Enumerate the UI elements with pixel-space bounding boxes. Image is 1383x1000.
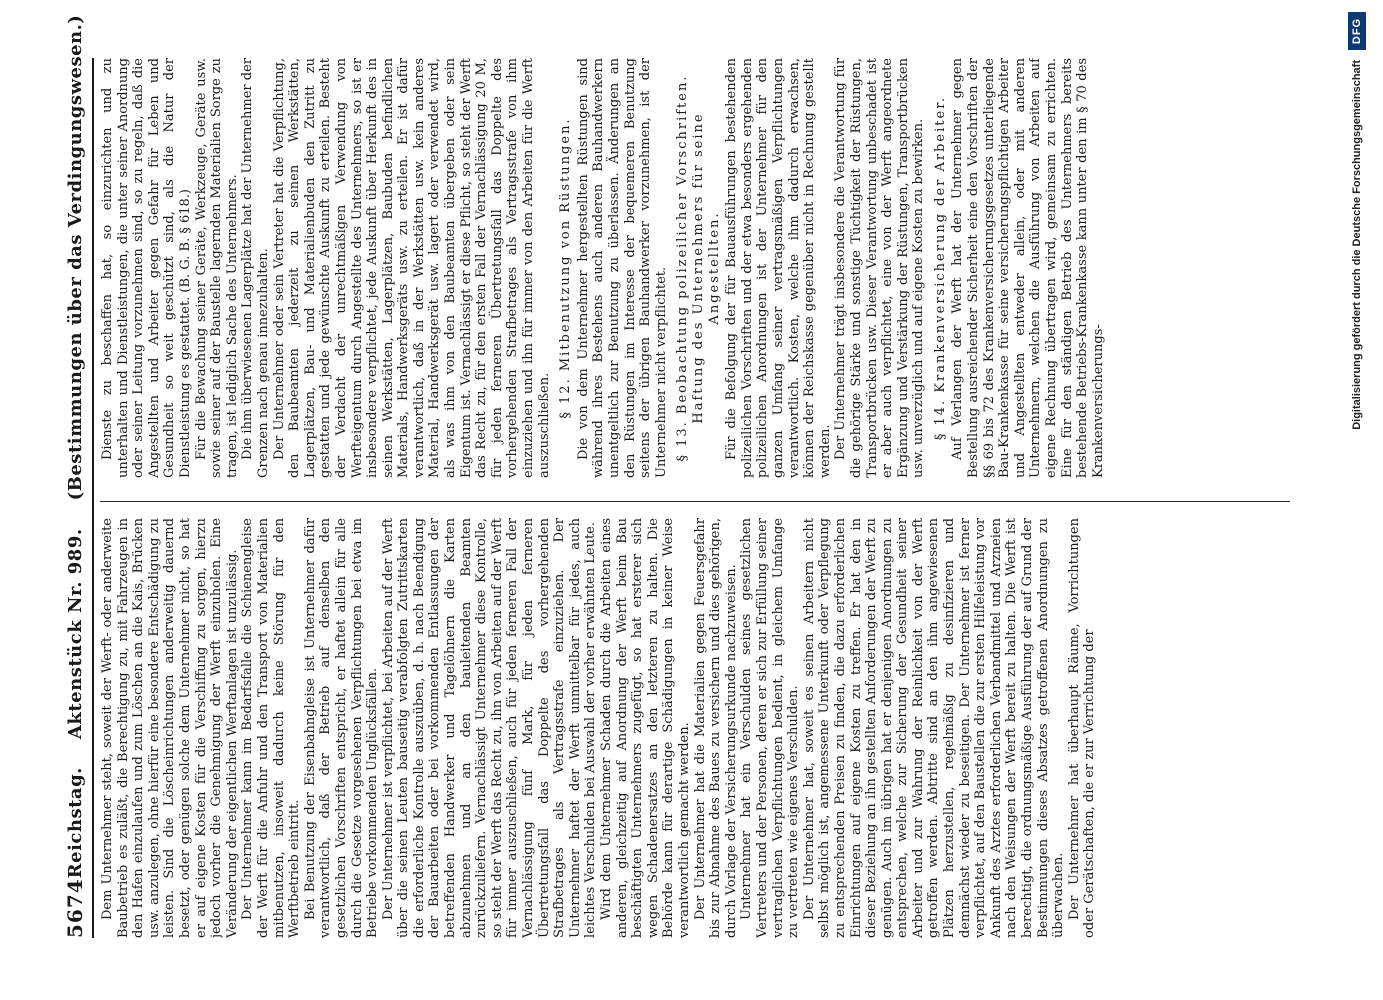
paragraph: Die ihm überwiesenen Lagerplätze hat der Unternehmer der Grenzen nach genau innezuhalten.	[240, 58, 271, 478]
running-title-left: Reichstag.	[64, 767, 86, 879]
paragraph: Der Unternehmer kann im Bedarfsfalle die Schienengleise der Werft für die Anfuhr und den Transport von Materialien mitbenutzen, insoweit dadurch keine Störung für den Werftbetrieb eintritt.	[240, 518, 303, 938]
paragraph: Der Unternehmer oder sein Vertreter hat die Verpflichtung, den Baubeamten jederzeit zu seinen Werkstätten, Lagerplätzen, Bau- und Materialienbuden den Zutritt zu gestatten und jede gewünschte Auskunft zu erteilen. Besteht der Verdacht der unrechtmäßigen Verwendung von Werfteigentum durch Angestellte des Unternehmers, so ist er insbesondere verpflichtet, jede Auskunft über Herkunft des in seinen Werkstätten, Lagerplätzen, Baubuden befindlichen Materials, Handwerksgeräts usw. zu erteilen. Er ist dafür verantwortlich, daß in der Werkstätten usw. kein anderes Material, Handwerksgerät usw. lagert oder verwendet wird, als was ihm von den Baubeamten übergeben oder sein Eigentum ist. Vernachlässigt er diese Pflicht, so steht der Werft das Recht zu, für den ersten Fall der Vernachlässigung 20 M, für jeden ferneren Übertretungsfall das Doppelte des vorhergehenden Strafbetrages als Vertragsstrafe von ihm einzuziehen und ihn für immer von den Arbeiten für die Werft auszuschließen.	[271, 58, 552, 478]
running-title	[65, 15, 86, 879]
section-heading: § 12. Mitbenutzung von Rüstungen.	[558, 117, 574, 419]
dfg-logo: DFG	[1348, 12, 1366, 50]
column-divider	[100, 501, 1290, 502]
right-column	[100, 58, 1290, 478]
paragraph: Bei Benutzung der Eisenbahngleise ist Unternehmer dafür verantwortlich, daß der Betrieb auf denselben den gesetzlichen Vorschriften entspricht, er haftet allein für alle durch die Gesetze vorgesehenen Verpflichtungen bei etwa im Betriebe vorkommenden Unglücksfällen.	[302, 518, 381, 938]
page-header	[58, 14, 94, 938]
running-title-center: Aktenstück Nr. 989.	[64, 528, 86, 740]
paragraph: Dienste zu beschaffen hat, so einzurichten und zu unterhalten und Dienstleistungen, die unter seiner Anordnung oder seiner Leitung vorzunehmen sind, so zu regeln, daß die Angestellten und Arbeiter gegen Gefahr für Leben und Gesundheit so weit geschützt sind, als die Natur der Dienstleistung es gestattet. (B. G. B. § 618.)	[100, 58, 193, 478]
paragraph: Auf Verlangen der Werft hat der Unternehmer gegen Bestellung ausreichender Sicherheit eine den Vorschriften der §§ 69 bis 72 des Krankenversicherungsgesetzes unterliegende Bau-Krankenkasse für seine versicherungspflichtigen Arbeiter und Angestellten entweder allein, oder mit anderen Unternehmern, welchen die Ausführung von Arbeiten auf eigene Rechnung übertragen wird, gemeinsam zu errichten. Eine für den ständigen Betrieb des Unternehmers bereits bestehende Betriebs-Krankenkasse kann unter den im § 70 des Krankenversicherungs-	[950, 58, 1106, 478]
paragraph: Der Unternehmer hat die Materialien gegen Feuersgefahr bis zur Abnahme des Baues zu versichern und dies gehörigen, durch Vorlage der Versicherungsurkunde nachzuweisen.	[692, 518, 739, 938]
page-number: 5674	[63, 878, 87, 938]
paragraph: Die von dem Unternehmer hergestellten Rüstungen sind während ihres Bestehens auch anderen Bauhandwerkern unentgeltlich zur Benutzung zu überlassen. Änderungen an den Rüstungen im Interesse der bequemeren Benutzung seitens der übrigen Bauhandwerker vorzunehmen, ist der Unternehmer nicht verpflichtet.	[575, 58, 669, 478]
paragraph: Der Unternehmer hat, soweit es seinen Arbeitern nicht selbst möglich ist, angemessene Unterkunft oder Verpflegung zu entsprechenden Preisen zu finden, die dazu erforderlichen Einrichtungen auf eigene Kosten zu treffen. Er hat den in dieser Beziehung an ihn gestellten Anforderungen der Werft zu genügen. Auch im übrigen hat er denjenigen Anordnungen zu entsprechen, welche zur Sicherung der Gesundheit seiner Arbeiter und zur Wahrung der Reinlichkeit von der Werft getroffen werden. Abtritte sind an den ihm angewiesenen Plätzen herzustellen, regelmäßig zu desinfizieren und demnächst wieder zu beseitigen. Der Unternehmer ist ferner verpflichtet, auf den Baustellen die zur ersten Hilfeleistung vor Ankunft des Arztes erforderlichen Verbandmittel und Arzneien nach den Weisungen der Werft bereit zu halten. Die Werft ist berechtigt, die ordnungsmäßige Ausführung der auf Grund der Bestimmungen dieses Absatzes getroffenen Anordnungen zu überwachen.	[801, 518, 1067, 938]
paragraph: Der Unternehmer hat überhaupt Räume, Vorrichtungen oder Gerätschaften, die er zur Verrichtung der	[1066, 518, 1098, 938]
section-heading: § 13. Beobachtung polizeilicher Vorschriften. Haftung des Unternehmers für seine Angestellten.	[675, 74, 722, 462]
paragraph: Der Unternehmer ist verpflichtet, bei Arbeiten auf der Werft über die seinen Leuten bauseitig verabfolgten Zutrittskarten die erforderliche Kontrolle auszuüben, d. h. nach Beendigung der Bauarbeiten oder bei vorkommenden Entlassungen der betreffenden Handwerker und Tagelöhnern die Karten abzunehmen und an den bauleitenden Beamten zurückzuliefern. Vernachlässigt Unternehmer diese Kontrolle, so steht der Werft das Recht zu, ihn von Arbeiten auf der Werft für immer auszuschließen, auch für jeden ferneren Fall der Vernachlässigung fünf Mark, für jeden ferneren Übertretungsfall das Doppelte des vorhergehenden Strafbetrages als Vertragsstrafe einzuziehen. Der Unternehmer haftet der Werft unmittelbar für jedes, auch leichtes Verschulden bei Auswahl der vorher erwähnten Leute.	[380, 518, 599, 938]
running-title-right: (Bestimmungen über das Verdingungswesen.)	[64, 14, 86, 501]
section-heading: § 14. Krankenversicherung der Arbeiter.	[932, 95, 948, 441]
digitization-note-text: Digitalisierung gefördert durch die Deutsche Forschungsgemeinschaft	[1351, 60, 1363, 430]
paragraph: Dem Unternehmer steht, soweit der Werft- oder anderweite Baubetrieb es zuläßt, die Berechtigung zu, mit Fahrzeugen in den Hafen einzulaufen und zum Löschen an die Kais, Brücken usw. anzulegen, ohne hierfür eine besondere Entschädigung zu leisten. Sind die Löscheinrichtungen anderweitig dauernd besetzt, oder genügen solche dem Unternehmer nicht, so hat er auf eigene Kosten für die Verschiffung zu sorgen, hierzu jedoch vorher die Genehmigung der Werft einzuholen. Eine Veränderung der eigentlichen Werftanlagen ist unzulässig.	[100, 518, 240, 938]
paragraph: Der Unternehmer trägt insbesondere die Verantwortung für die gehörige Stärke und sonstige Tüchtigkeit der Rüstungen, Transportbrücken usw. Dieser Verantwortung unbeschadet ist er aber auch verpflichtet, eine von der Werft angeordnete Ergänzung und Verstärkung der Rüstungen, Transportbrücken usw. unverzüglich und auf eigene Kosten zu bewirken.	[833, 58, 927, 478]
left-column	[100, 518, 1290, 938]
paragraph: Für die Befolgung der für Bauausführungen bestehenden polizeilichen Vorschriften und der etwa besonders ergehenden polizeilichen Anordnungen ist der Unternehmer für den ganzen Umfang seiner vertragsmäßigen Verpflichtungen verantwortlich. Kosten, welche ihm dadurch erwachsen, können der Reichskasse gegenüber nicht in Rechnung gestellt werden.	[724, 58, 833, 478]
paragraph: Wird dem Unternehmer Schaden durch die Arbeiten eines anderen, gleichzeitig auf Anordnung der Werft beim Bau beschäftigten Unternehmers zugefügt, so hat ersterer sich wegen Schadenersatzes an den letzteren zu halten. Die Behörde kann für derartige Schädigungen in keiner Weise verantwortlich gemacht werden.	[599, 518, 692, 938]
paragraph: Für die Bewachung seiner Geräte, Werkzeuge, Geräte usw. sowie seiner auf der Baustelle lagernden Materialien Sorge zu tragen, ist lediglich Sache des Unternehmers.	[193, 58, 240, 478]
paragraph: Unternehmer hat ein Verschulden seines gesetzlichen Vertreters und der Personen, deren er sich zur Erfüllung seiner vertraglichen Verpflichtungen bedient, in gleichem Umfange zu vertreten wie eigenes Verschulden.	[739, 518, 802, 938]
digitization-note	[1345, 12, 1369, 988]
